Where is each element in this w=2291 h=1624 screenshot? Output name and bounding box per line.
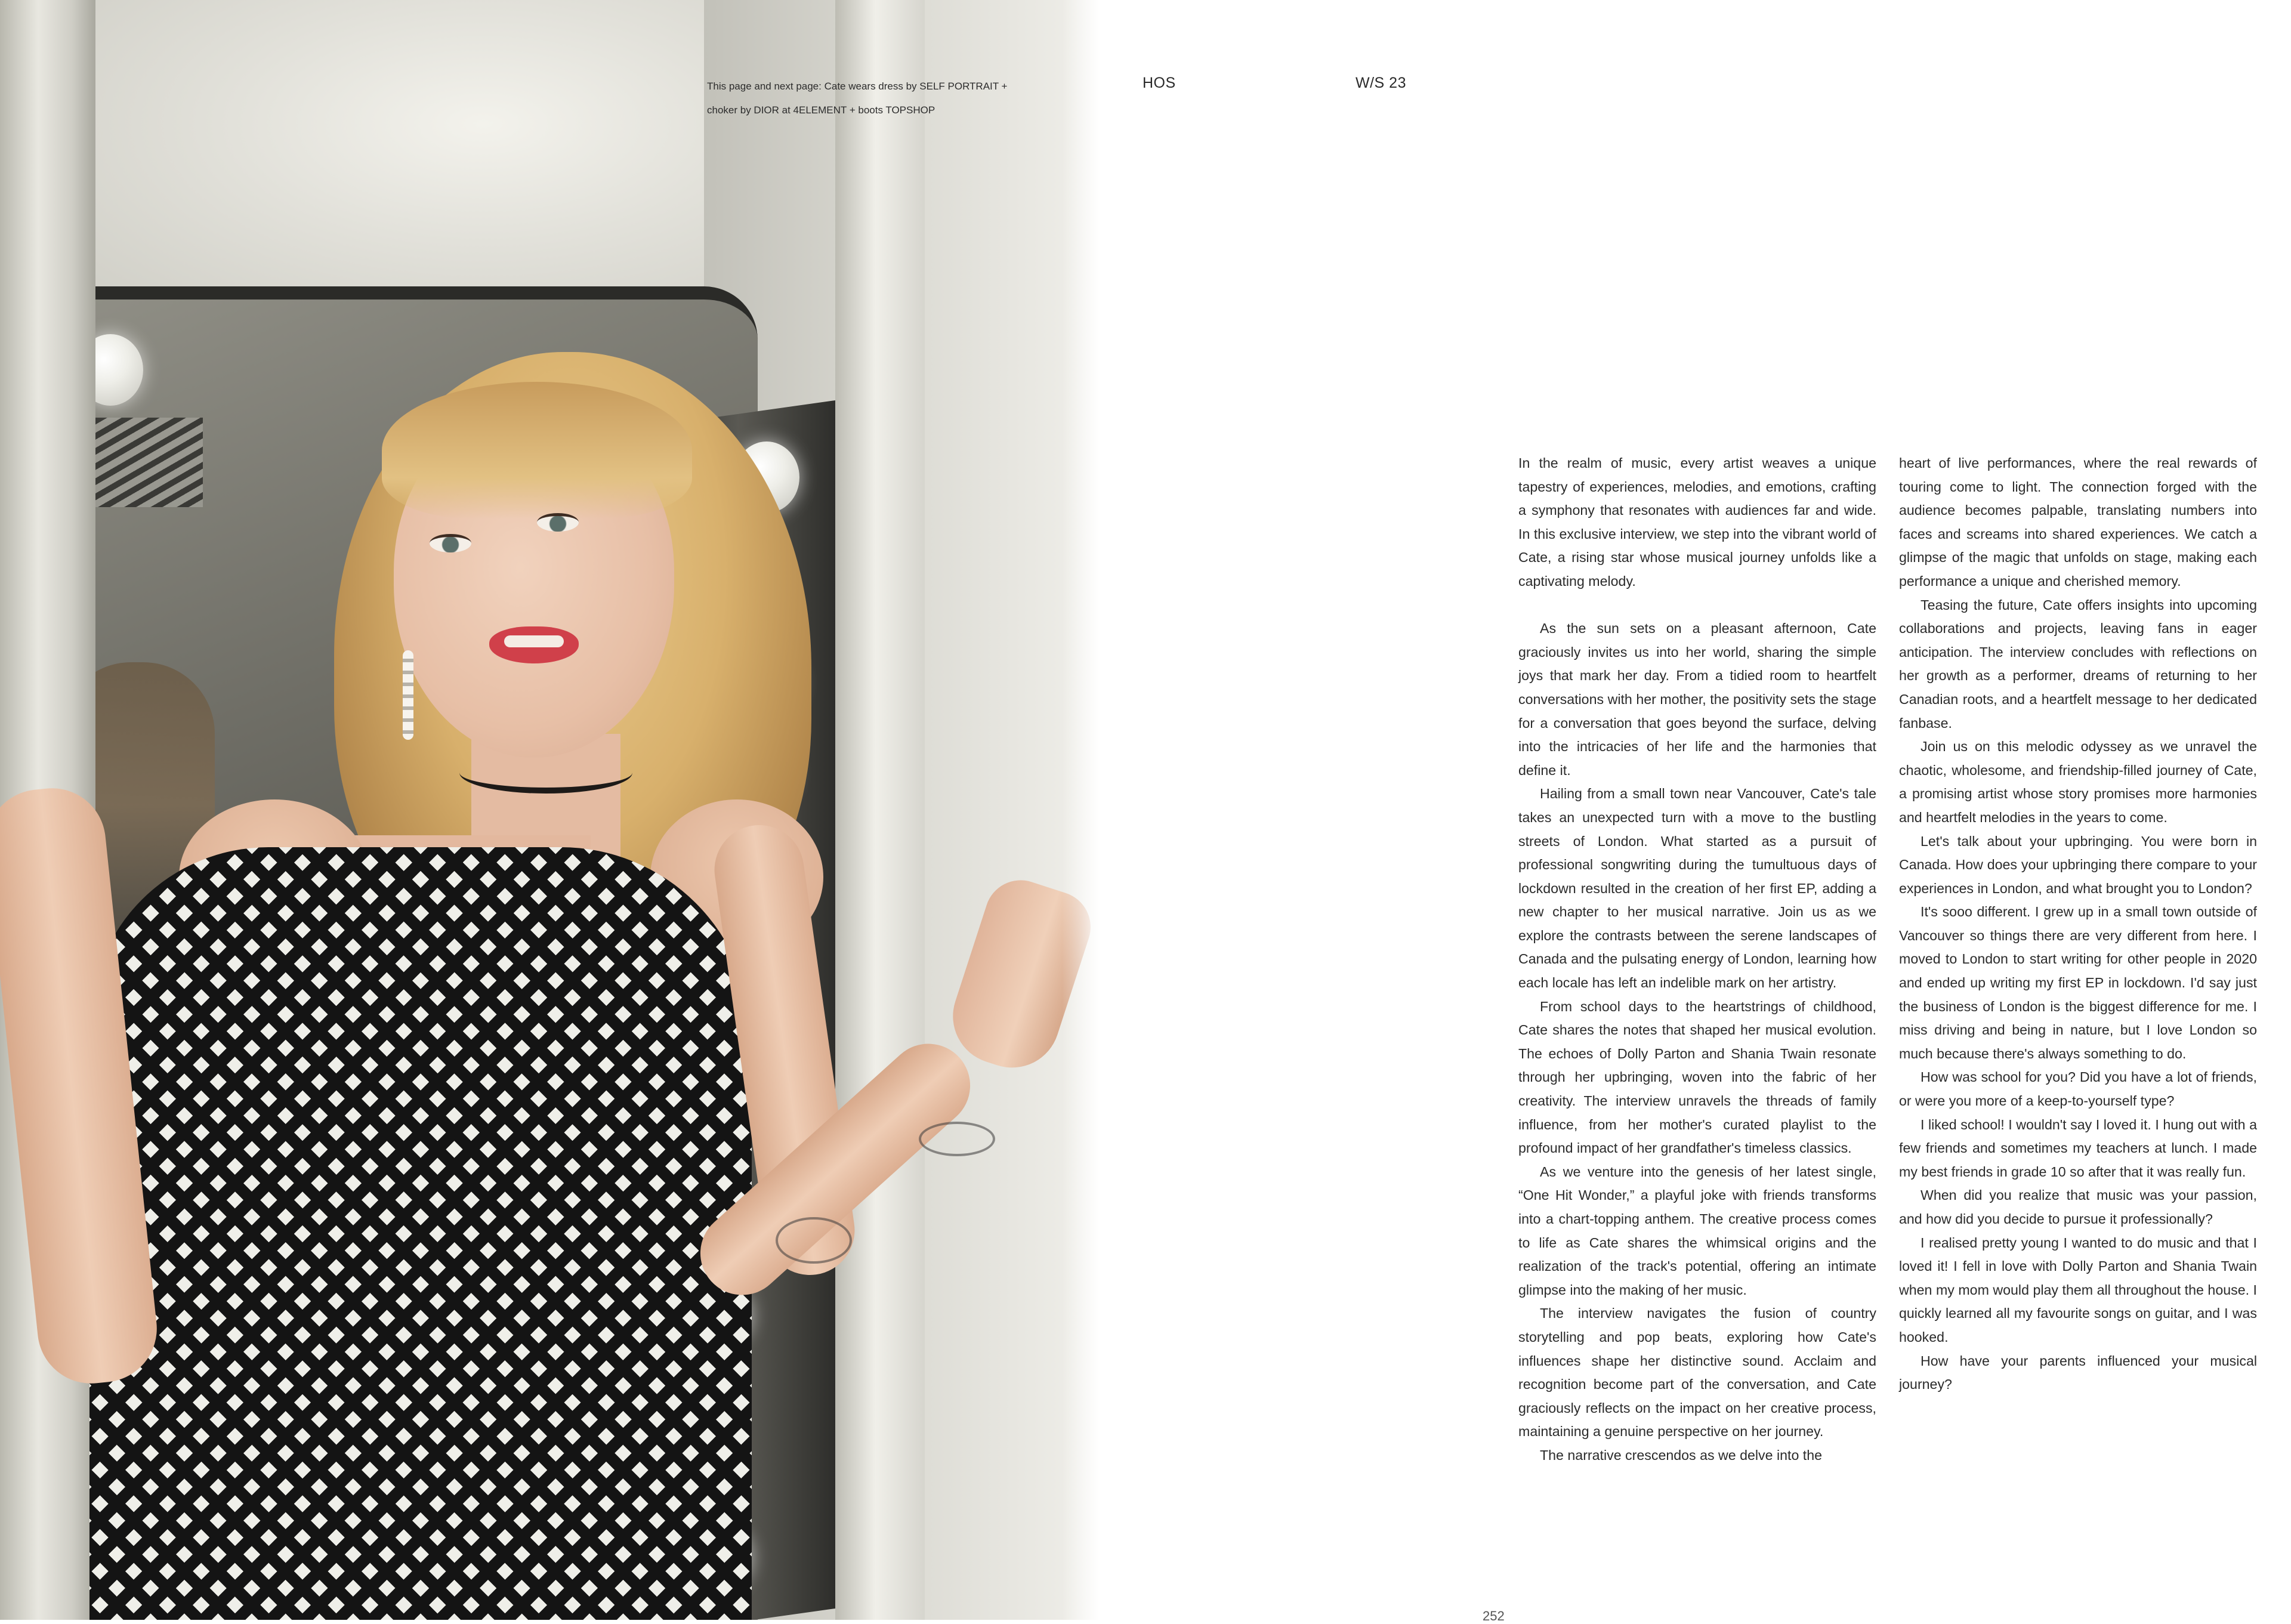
caption-line: This page and next page: Cate wears dress by SELF PORTRAIT + [707,81,1008,92]
interview-answer: It's sooo different. I grew up in a small town outside of Vancouver so things there are very different from here. I moved to London to start writing for other people in 2020 and ended up writing my first EP in lockdown. I'd say just the business of London is the biggest difference for me. I miss driving and being in nature, but I love London so much because there's always something to do. [1899,904,2257,1061]
interview-answer: I liked school! I wouldn't say I loved it. I hung out with a few friends and sometimes my teachers at lunch. I made my best friends in grade 10 so after that it was really fun. [1899,1116,2257,1180]
photo-caption [707,75,1077,122]
article-paragraph: As the sun sets on a pleasant afternoon, Cate graciously invites us into her world, sharing the simple joys that mark her day. From a tidied room to heartfelt conversations with her mother, the positivity sets the stage for a conversation that goes beyond the surface, delving into the intricacies of her life and the harmonies that define it. [1518,620,1876,778]
photo-doorframe [835,0,925,1620]
photo-vent [95,418,203,507]
page-number: 252 [1483,1608,1505,1623]
article-paragraph: As we venture into the genesis of her latest single, “One Hit Wonder,” a playful joke with friends transforms into a chart-topping anthem. The creative process comes to life as Cate shares the whimsical origins and the realization of the track's potential, offering an intimate glimpse into the making of her music. [1518,1163,1876,1298]
cover-photo [0,0,1116,1620]
article-column-right [1899,452,2257,1397]
article-paragraph: The interview navigates the fusion of country storytelling and pop beats, exploring how Cate's influences shape her distinctive sound. Acclaim and recognition become part of the conversation, and Cate graciously reflects on the impact on her creative process, maintaining a genuine perspective on her journey. [1518,1305,1876,1440]
photo-tattoo [776,1217,852,1264]
photo-eye [430,534,471,552]
interview-question: When did you realize that music was your passion, and how did you decide to pursue it professionally? [1899,1187,2257,1227]
season-header: W/S 23 [1356,75,1406,91]
article-paragraph: From school days to the heartstrings of childhood, Cate shares the notes that shaped her musical evolution. The echoes of Dolly Parton and Shania Twain resonate through her upbringing, woven into the fabric of her creativity. The interview unravels the threads of family influence, from her mother's curated playlist to the profound impact of her grandfather's timeless classics. [1518,998,1876,1156]
article-paragraph: Join us on this melodic odyssey as we unravel the chaotic, wholesome, and friendship-filled journey of Cate, a promising artist whose story promises more harmonies and heartfelt melodies in the years to come. [1899,739,2257,825]
photo-ceiling [89,0,746,310]
article-paragraph: The narrative crescendos as we delve into the [1540,1447,1823,1463]
photo-tattoo [919,1122,995,1156]
photo-edge [1062,0,1116,1620]
photo-eye [537,513,579,532]
article-paragraph: In the realm of music, every artist weaves a unique tapestry of experiences, melodies, and emotions, crafting a symphony that resonates with audiences far and wide. In this exclusive interview, we step into the vibrant world of Cate, a rising star whose musical journey unfolds like a captivating melody. [1518,455,1876,589]
photo-dress [89,847,752,1620]
photo-bangs [382,382,692,519]
article-paragraph: Hailing from a small town near Vancouver, Cate's tale takes an unexpected turn with a move to the bustling streets of London. What started as a pursuit of professional songwriting during the tumultuous days of lockdown resulted in the creation of her first EP, adding a new chapter to her musical narrative. Join us as we explore the contrasts between the serene landscapes of Canada and the pulsating energy of London, learning how each locale has left an indelible mark on her artistry. [1518,786,1876,991]
interview-question: How was school for you? Did you have a lot of friends, or were you more of a keep-to-yourself type? [1899,1069,2257,1109]
photo-earring [403,650,413,740]
interview-question: How have your parents influenced your musical journey? [1899,1353,2257,1393]
article-column-left [1518,452,1876,1468]
article-paragraph: Teasing the future, Cate offers insights into upcoming collaborations and projects, leaving fans in eager anticipation. The interview concludes with reflections on her growth as a performer, dreams of returning to her Canadian roots, and a heartfelt message to her dedicated fanbase. [1899,597,2257,731]
photo-choker [459,752,632,794]
caption-line: choker by DIOR at 4ELEMENT + boots TOPSHOP [707,104,935,116]
interview-question: Let's talk about your upbringing. You were born in Canada. How does your upbringing there compare to your experiences in London, and what brought you to London? [1899,833,2257,896]
photo-teeth [504,635,564,647]
section-header: HOS [1143,75,1176,91]
article-paragraph: heart of live performances, where the real rewards of touring come to light. The connection forged with the audience becomes palpable, translating numbers into faces and screams into shared experiences. We catch a glimpse of the magic that unfolds on stage, making each performance a unique and cherished memory. [1899,455,2257,589]
interview-answer: I realised pretty young I wanted to do music and that I loved it! I fell in love with Dolly Parton and Shania Twain when my mom would play them all throughout the house. I quickly learned all my favourite songs on guitar, and I was hooked. [1899,1234,2257,1345]
